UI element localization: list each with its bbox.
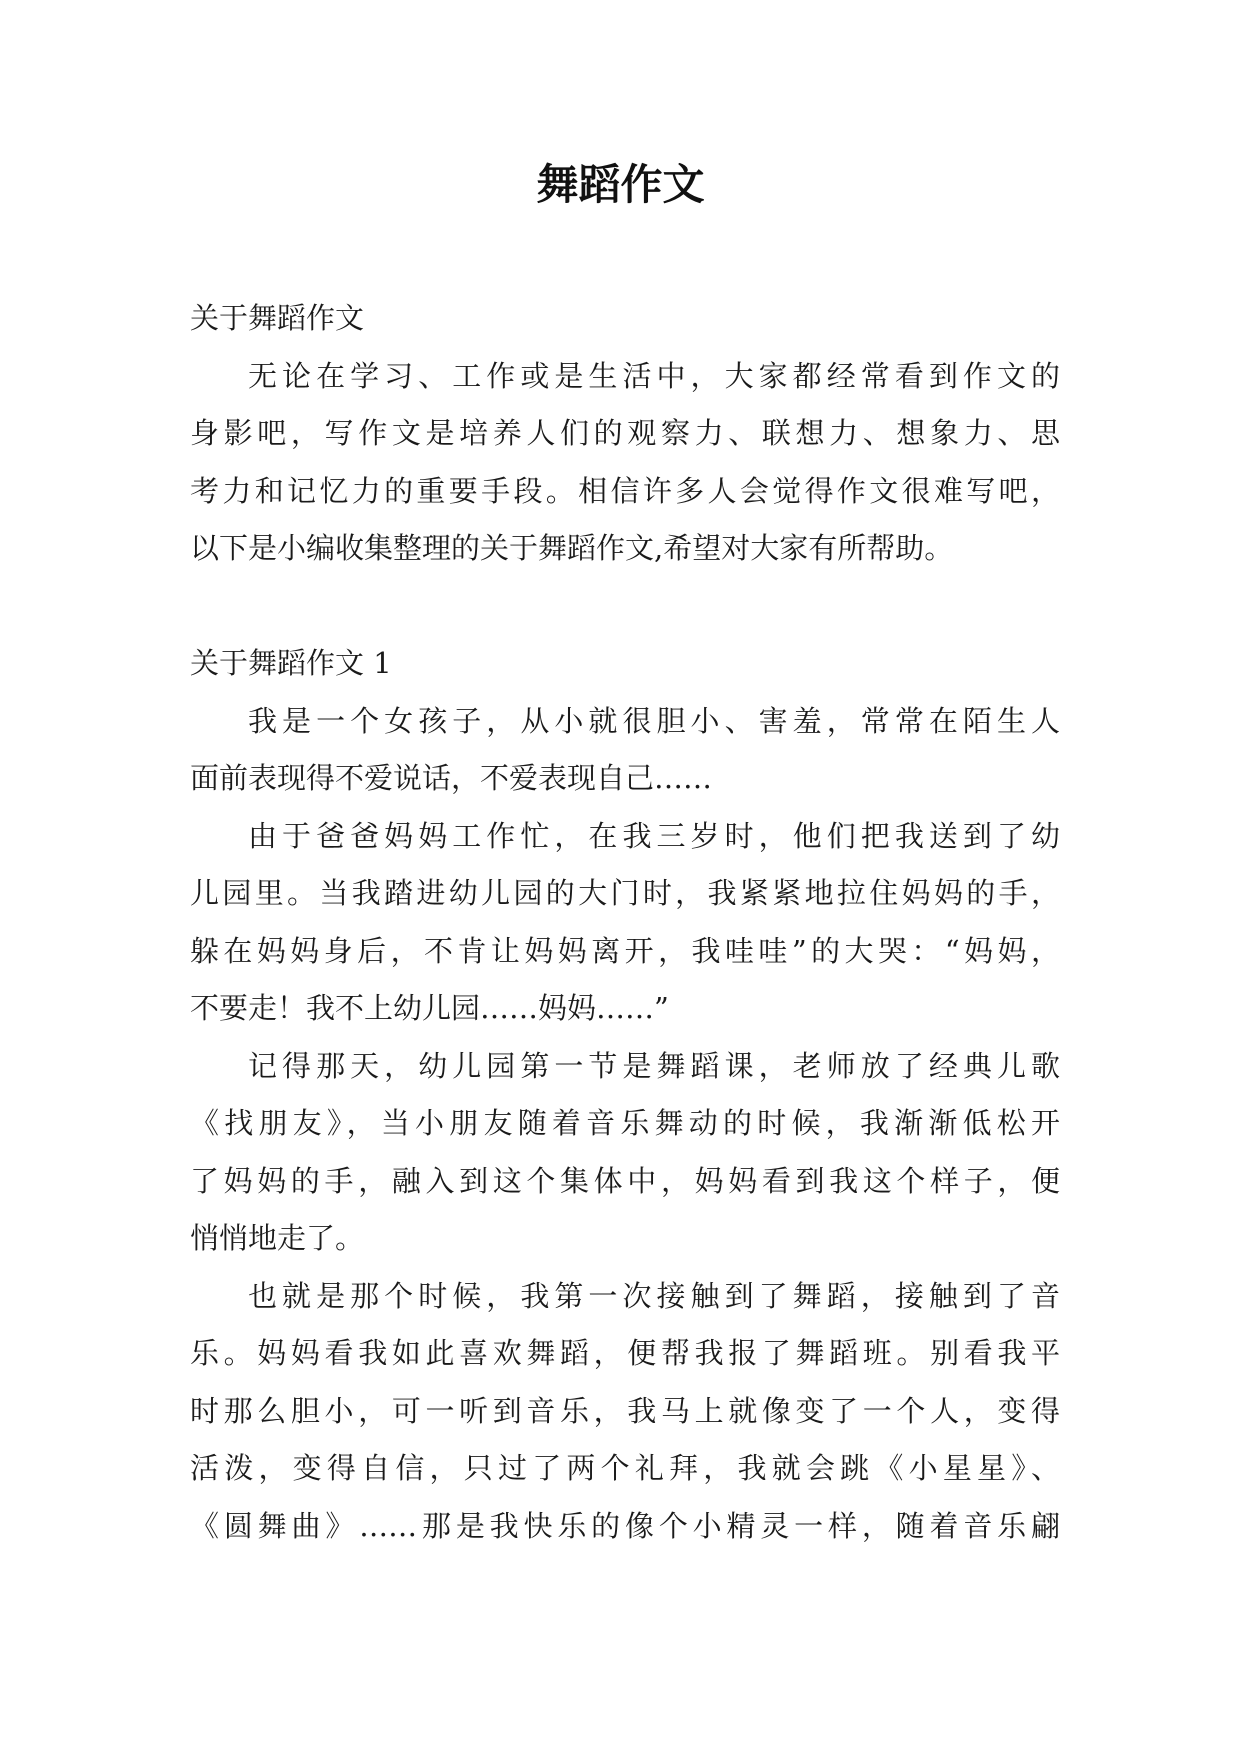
paragraph-line: 考力和记忆力的重要手段。相信许多人会觉得作文很难写吧，: [190, 473, 1060, 508]
intro-paragraph: [190, 348, 1060, 578]
paragraph-line: 不要走！我不上幼儿园……妈妈……”: [190, 991, 669, 1025]
paragraph-line: 乐。妈妈看我如此喜欢舞蹈，便帮我报了舞蹈班。别看我平: [190, 1336, 1060, 1370]
paragraph-line: 记得那天，幼儿园第一节是舞蹈课，老师放了经典儿歌: [248, 1048, 1060, 1083]
paragraph-line: 儿园里。当我踏进幼儿园的大门时，我紧紧地拉住妈妈的手，: [190, 876, 1060, 910]
section-spacer: [190, 578, 1060, 636]
paragraph-line: 《圆舞曲》……那是我快乐的像个小精灵一样，随着音乐翩: [190, 1508, 1060, 1543]
paragraph-line: 我是一个女孩子，从小就很胆小、害羞，常常在陌生人: [248, 703, 1060, 738]
essay1-paragraph-3: [190, 1038, 1060, 1268]
paragraph-line: 面前表现得不爱说话，不爱表现自己……: [190, 761, 713, 795]
paragraph-line: 以下是小编收集整理的关于舞蹈作文,希望对大家有所帮助。: [190, 531, 954, 565]
essay1-paragraph-2: [190, 808, 1060, 1038]
essay1-paragraph-1: [190, 693, 1060, 808]
document-body: [190, 290, 1060, 1555]
paragraph-line: 也就是那个时候，我第一次接触到了舞蹈，接触到了音: [248, 1278, 1060, 1313]
paragraph-line: 活泼，变得自信，只过了两个礼拜，我就会跳《小星星》、: [190, 1451, 1060, 1485]
paragraph-line: 时那么胆小，可一听到音乐，我马上就像变了一个人，变得: [190, 1393, 1060, 1428]
paragraph-line: 身影吧，写作文是培养人们的观察力、联想力、想象力、思: [190, 416, 1060, 450]
paragraph-line: 《找朋友》，当小朋友随着音乐舞动的时候，我渐渐低松开: [190, 1106, 1060, 1140]
paragraph-line: 无论在学习、工作或是生活中，大家都经常看到作文的: [248, 358, 1060, 393]
document-title: 舞蹈作文: [536, 160, 705, 209]
paragraph-line: 悄悄地走了。: [190, 1221, 365, 1255]
essay1-paragraph-4: [190, 1268, 1060, 1556]
paragraph-line: 了妈妈的手，融入到这个集体中，妈妈看到我这个样子，便: [190, 1163, 1060, 1198]
paragraph-line: 躲在妈妈身后，不肯让妈妈离开，我哇哇”的大哭：“妈妈，: [190, 933, 1060, 968]
intro-heading: 关于舞蹈作文: [190, 301, 365, 335]
essay1-heading: 关于舞蹈作文 1: [190, 646, 392, 680]
paragraph-line: 由于爸爸妈妈工作忙，在我三岁时，他们把我送到了幼: [248, 818, 1060, 853]
